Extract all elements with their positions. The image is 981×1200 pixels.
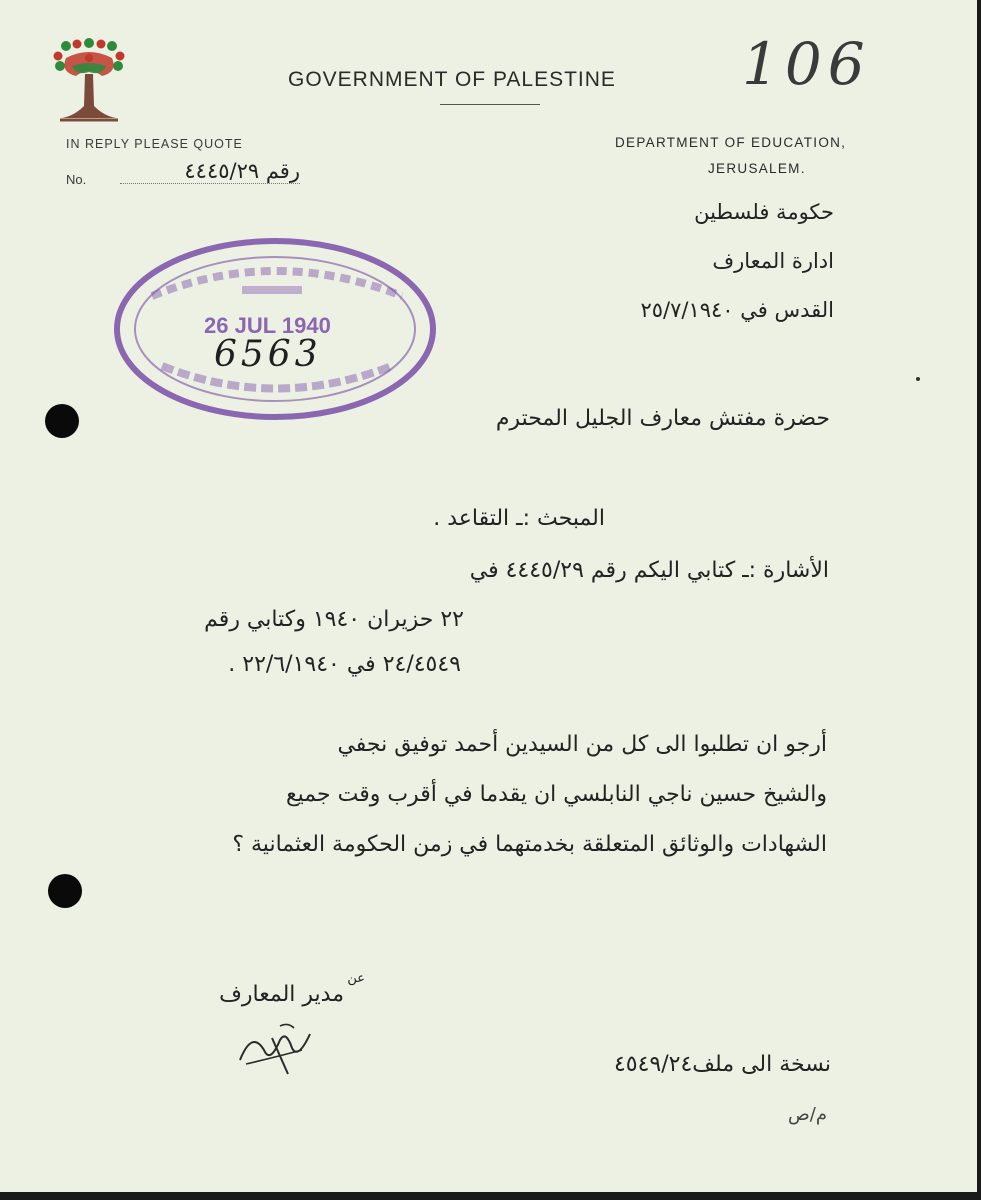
title-divider — [440, 104, 540, 105]
addressee: حضرة مفتش معارف الجليل المحترم — [495, 406, 830, 431]
handwritten-signature — [232, 1020, 318, 1078]
government-title: GOVERNMENT OF PALESTINE — [288, 68, 616, 91]
body-line: الشهادات والوثائق المتعلقة بخدمتهما في زمن الحكومة العثمانية ؟ — [232, 832, 827, 857]
reply-quote-label: IN REPLY PLEASE QUOTE — [66, 137, 243, 151]
binder-hole-bottom — [48, 874, 82, 908]
paper-speck — [916, 377, 920, 381]
stamp-date: 26 JUL 1940 — [204, 313, 331, 338]
tree-logo-icon — [52, 36, 126, 132]
reference-no-label: No. — [66, 172, 87, 187]
arabic-department: ادارة المعارف — [712, 249, 834, 273]
department-name: DEPARTMENT OF EDUCATION, — [615, 135, 847, 150]
typist-initials: م/ص — [788, 1104, 827, 1125]
reference-line: ٢٤/٤٥٤٩ في ٢٢/٦/١٩٤٠ . — [228, 652, 461, 677]
arabic-place-date: القدس في ٢٥/٧/١٩٤٠ — [640, 298, 834, 322]
folio-number: 106 — [742, 30, 871, 98]
stamp-handwritten-number: 6563 — [214, 334, 322, 375]
copy-note: نسخة الى ملف٤٥٤٩/٢٤ — [613, 1052, 831, 1077]
arabic-government: حكومة فلسطين — [694, 200, 834, 224]
department-city: JERUSALEM. — [708, 161, 806, 176]
reference-line: ٢٢ حزيران ١٩٤٠ وكتابي رقم — [204, 607, 464, 632]
subject-line: المبحث :ـ التقاعد . — [433, 506, 605, 531]
binder-hole-top — [45, 404, 79, 438]
signature-title: مدير المعارف — [219, 982, 344, 1007]
signature-prefix: عن — [347, 971, 365, 986]
reference-number: رقم ٤٤٤٥/٢٩ — [120, 159, 300, 184]
body-line: أرجو ان تطلبوا الى كل من السيدين أحمد توفيق نجفي — [337, 732, 827, 757]
reference-line: الأشارة :ـ كتابي اليكم رقم ٤٤٤٥/٢٩ في — [469, 558, 829, 583]
body-line: والشيخ حسين ناجي النابلسي ان يقدما في أقرب وقت جميع — [285, 782, 827, 807]
